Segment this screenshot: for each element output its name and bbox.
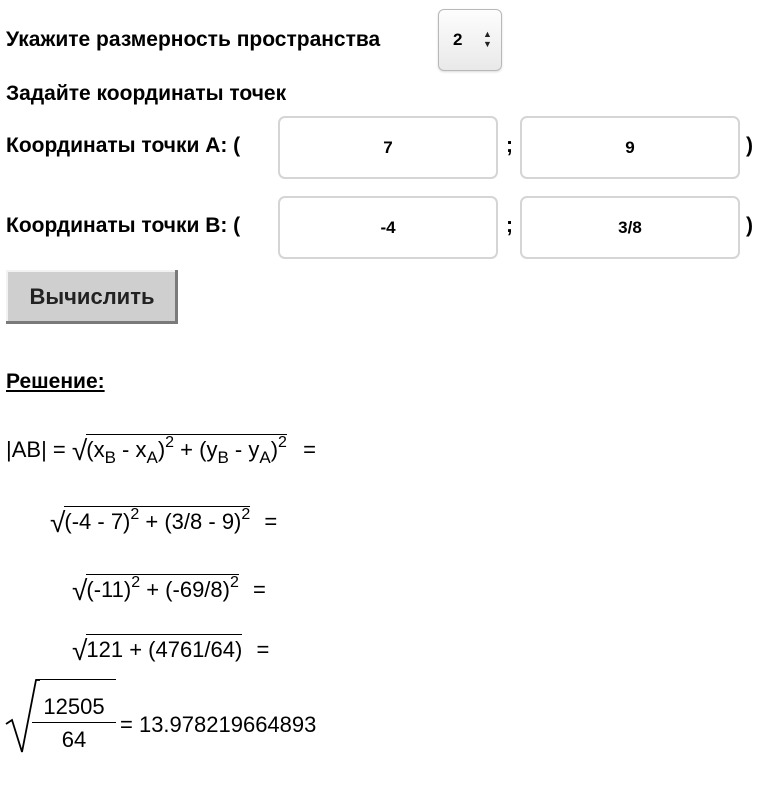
- equals: =: [303, 437, 316, 462]
- point-b-label: Координаты точки B: (: [6, 214, 241, 237]
- separator: ;: [506, 134, 513, 157]
- result-value: = 13.978219664893: [120, 712, 317, 737]
- separator: ;: [506, 214, 513, 237]
- fraction-numerator: 12505: [32, 694, 116, 723]
- equals: =: [264, 509, 278, 534]
- close-paren: ): [746, 214, 753, 237]
- equals: =: [253, 577, 266, 602]
- formula-lhs: |AB| =: [6, 437, 66, 462]
- dimension-select[interactable]: [438, 9, 502, 71]
- point-b-x-input[interactable]: [278, 196, 498, 259]
- radicand: $(x_B - x_A)^2 + (y_B - y_A)^2$: [86, 434, 287, 467]
- updown-arrows-icon: ▲ ▼: [483, 29, 492, 49]
- solution-heading: Решение:: [6, 370, 105, 393]
- point-a-x-input[interactable]: [278, 116, 498, 179]
- close-paren: ): [746, 134, 753, 157]
- radicand: (-4 - 7)$^2$ + (3/8 - 9)$^2$: [64, 506, 251, 534]
- sqrt-icon: √: [71, 435, 88, 466]
- radicand: $(-11)^2 + (-69/8)^2$: [86, 574, 239, 602]
- calculate-button[interactable]: Вычислить: [6, 270, 178, 324]
- fraction: [32, 694, 116, 753]
- dimension-value: 2: [453, 30, 463, 49]
- sqrt-icon: √: [50, 507, 66, 538]
- squares-line: [72, 632, 269, 664]
- dimension-label: Укажите размерность пространства: [6, 28, 381, 51]
- point-a-y-input[interactable]: [520, 116, 740, 179]
- radicand: 121 + (4761/64): [86, 634, 242, 663]
- big-sqrt-bar: [36, 679, 116, 680]
- fraction-denominator: 64: [61, 727, 87, 752]
- sqrt-icon: √: [72, 635, 88, 666]
- sqrt-icon: √: [72, 575, 88, 606]
- substitution-line: [50, 504, 277, 536]
- point-a-label: Координаты точки A: (: [6, 134, 241, 157]
- coords-heading: Задайте координаты точек: [6, 82, 287, 105]
- simplify-line: [72, 572, 266, 604]
- formula-line: [6, 432, 316, 467]
- equals: =: [256, 637, 270, 662]
- point-b-y-input[interactable]: [520, 196, 740, 259]
